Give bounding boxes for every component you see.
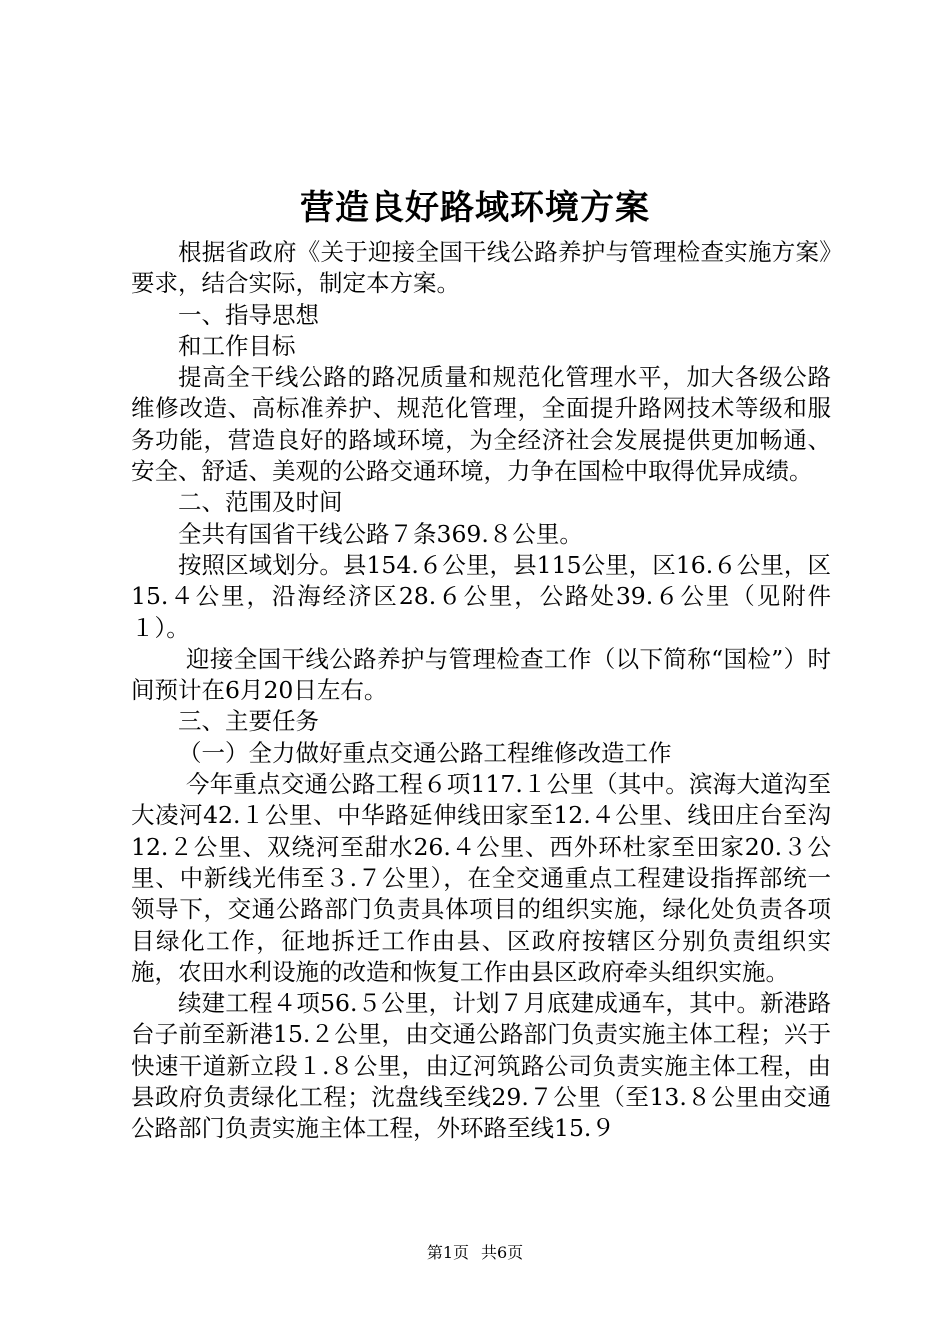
page-number: 第1页 [426,1243,469,1262]
document-body [131,237,831,1145]
key-projects-paragraph: 今年重点交通公路工程６项117.１公里（其中。滨海大道沟至大凌河42.１公里、中华路延伸线田家至12.４公里、线田庄台至沟12.２公里、双绕河至甜水26.４公里、西外环杜家至田家20.３公里、中新线光伟至３.７公里），在全交通重点工程建设指挥部统一领导下，交通公路部门负责具体项目的组织实施，绿化处负责各项目绿化工作，征地拆迁工作由县、区政府按辖区分别负责组织实施，农田水利设施的改造和恢复工作由县区政府牵头组织实施。 [131,770,831,986]
intro-paragraph: 根据省政府《关于迎接全国干线公路养护与管理检查实施方案》要求，结合实际，制定本方案。 [131,238,831,298]
continued-projects-paragraph: 续建工程４项56.５公里，计划７月底建成通车，其中。新港路台子前至新港15.２公里，由交通公路部门负责实施主体工程；兴于快速干道新立段１.８公里，由辽河筑路公司负责实施主体工程，由县政府负责绿化工程；沈盘线至线29.７公里（至13.８公里由交通公路部门负责实施主体工程，外环路至线15.９ [131,989,831,1143]
scope-paragraph-total: 全共有国省干线公路７条369.８公里。 [178,519,583,548]
section-heading-main-tasks: 三、主要任务 [178,707,319,736]
page-footer [0,1242,950,1264]
subsection-heading-key-projects: （一）全力做好重点交通公路工程维修改造工作 [178,738,672,767]
scope-paragraph-inspection-time: 迎接全国干线公路养护与管理检查工作（以下简称“国检”）时间预计在6月20日左右。 [131,644,831,705]
section-heading-scope-time: 二、范围及时间 [178,488,343,517]
section-heading-work-goals: 和工作目标 [178,331,296,360]
goals-paragraph: 提高全干线公路的路况质量和规范化管理水平，加大各级公路维修改造、高标准养护、规范化管理，全面提升路网技术等级和服务功能，营造良好的路域环境，为全经济社会发展提供更加畅通、安全、舒适、美观的公路交通环境，力争在国检中取得优异成绩。 [131,363,831,486]
section-heading-guiding-thought: 一、指导思想 [178,300,319,329]
document-title: 营造良好路域环境方案 [300,188,650,228]
page-total: 共6页 [481,1243,524,1262]
scope-paragraph-regions: 按照区域划分。县154.６公里，县115公里，区16.６公里，区15.４公里，沿海经济区28.６公里，公路处39.６公里（见附件１）。 [131,550,831,642]
